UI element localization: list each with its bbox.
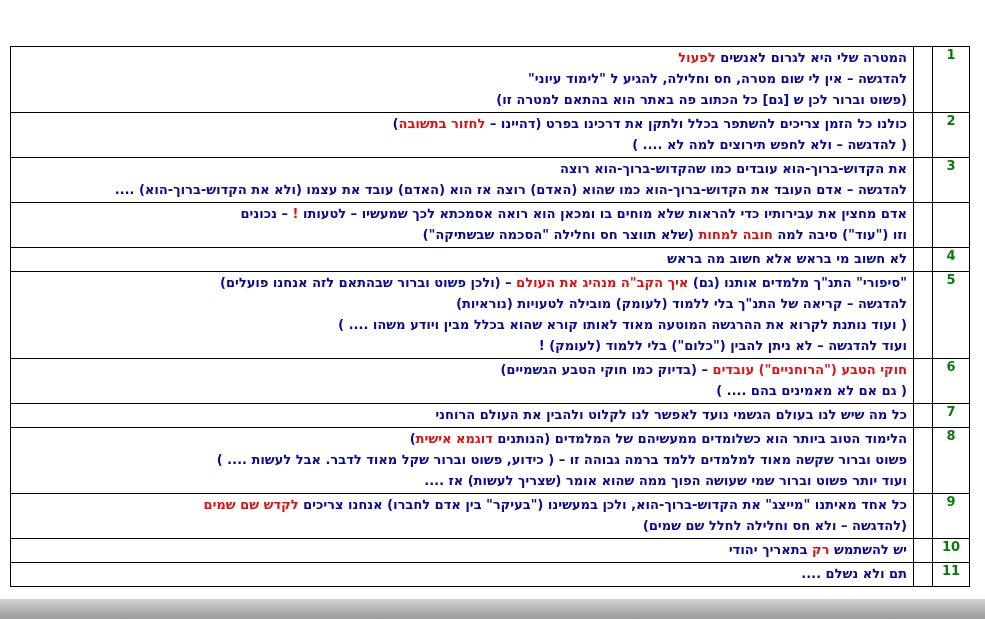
- spacer-cell: [914, 359, 933, 404]
- line-text: (להדגשה – ולא חס וחלילה לחלל שם שמים): [642, 519, 907, 534]
- content-line: [17, 90, 907, 111]
- table-row: [11, 539, 970, 563]
- row-number: 7: [933, 404, 970, 428]
- line-text: – (ולכן פשוט וברור שבהתאם לזה אנחנו פועלים): [220, 276, 517, 291]
- line-text: (שלא תווצר חס וחלילה "הסכמה שבשתיקה"): [422, 228, 699, 243]
- content-line: [17, 48, 907, 69]
- line-text: להדגשה – קריאה של התנ"ך בלי ללמוד (לעומק) מובילה לטעויות (נוראיות): [456, 297, 907, 312]
- line-text: פשוט וברור שקשה מאוד למלמדים ללמד ברמה גבוהה זו – ( כידוע, פשוט וברור שקל מאוד לדבר. אבל לעשות .... ): [216, 453, 907, 468]
- content-table: [10, 46, 970, 587]
- row-number: 5: [933, 272, 970, 359]
- spacer-cell: [914, 494, 933, 539]
- content-line: [17, 495, 907, 516]
- line-text: הלימוד הטוב ביותר הוא כשלומדים ממעשיהם של המלמדים (הנותנים: [492, 432, 907, 447]
- row-number: 4: [933, 248, 970, 272]
- row-number: 8: [933, 428, 970, 494]
- line-text: ( ועוד נותנת לקרוא את ההרגשה המוטעה מאוד לאותו קורא שהוא בכלל מבין ויודע משהו .... ): [338, 318, 907, 333]
- row-content: [11, 158, 914, 203]
- table-row: [11, 203, 970, 248]
- content-line: [17, 336, 907, 357]
- table-row: [11, 404, 970, 428]
- table-row: [11, 428, 970, 494]
- line-text: כולנו כל הזמן צריכים להשתפר בכלל ולתקן את דרכינו בפרט (דהיינו –: [485, 117, 907, 132]
- row-number: [933, 203, 970, 248]
- row-content: [11, 272, 914, 359]
- row-number: 1: [933, 47, 970, 113]
- row-content: [11, 428, 914, 494]
- emphasis-text: דוגמא אישית: [415, 432, 493, 447]
- spacer-cell: [914, 272, 933, 359]
- line-text: ( להדגשה – ולא לחפש תירוצים למה לא .... ): [632, 138, 907, 153]
- spacer-cell: [914, 158, 933, 203]
- line-text: אדם מחצין את עבירותיו כדי להראות שלא מוחים בו ומכאן הוא רואה אסמכתא לכך שמעשיו – לטעותו: [298, 207, 907, 222]
- table-row: [11, 248, 970, 272]
- content-line: [17, 249, 907, 270]
- table-row: [11, 359, 970, 404]
- table-row: [11, 158, 970, 203]
- row-content: [11, 113, 914, 158]
- line-text: את הקדוש-ברוך-הוא עובדים כמו שהקדוש-ברוך-הוא רוצה: [559, 162, 907, 177]
- row-content: [11, 47, 914, 113]
- content-line: [17, 450, 907, 471]
- row-number: 6: [933, 359, 970, 404]
- content-line: [17, 405, 907, 426]
- line-text: תם ולא נשלם ....: [801, 567, 907, 582]
- line-text: בתאריך יהודי: [728, 543, 813, 558]
- content-line: [17, 159, 907, 180]
- row-content: [11, 248, 914, 272]
- line-text: לא חשוב מי בראש אלא חשוב מה בראש: [667, 252, 907, 267]
- emphasis-text: רק: [812, 543, 830, 558]
- row-number: 3: [933, 158, 970, 203]
- content-line: [17, 360, 907, 381]
- emphasis-text: לחזור בתשובה: [398, 117, 486, 132]
- spacer-cell: [914, 539, 933, 563]
- emphasis-text: איך הקב"ה מנהיג את העולם: [516, 276, 689, 291]
- spacer-cell: [914, 404, 933, 428]
- content-line: [17, 225, 907, 246]
- line-text: ): [409, 432, 416, 447]
- line-text: ועוד להדגשה – לא ניתן להבין ("כלום") בלי ללמוד (לעומק) !: [538, 339, 907, 354]
- row-number: 9: [933, 494, 970, 539]
- emphasis-text: !: [292, 207, 299, 222]
- line-text: – נכונים: [240, 207, 293, 222]
- content-line: [17, 471, 907, 492]
- content-line: [17, 429, 907, 450]
- row-content: [11, 203, 914, 248]
- content-line: [17, 540, 907, 561]
- line-text: להדגשה – אין לי שום מטרה, חס וחלילה, להגיע ל "לימוד עיוני": [527, 72, 907, 87]
- spacer-cell: [914, 248, 933, 272]
- spacer-cell: [914, 113, 933, 158]
- line-text: וזו ("עוד") סיבה למה: [772, 228, 907, 243]
- row-content: [11, 563, 914, 587]
- content-line: [17, 180, 907, 201]
- row-number: 10: [933, 539, 970, 563]
- spacer-cell: [914, 428, 933, 494]
- content-line: [17, 315, 907, 336]
- table-row: [11, 113, 970, 158]
- row-content: [11, 359, 914, 404]
- table-row: [11, 494, 970, 539]
- emphasis-text: לפעול: [678, 51, 716, 66]
- line-text: המטרה שלי היא לגרום לאנשים: [715, 51, 907, 66]
- row-number: 11: [933, 563, 970, 587]
- line-text: – (בדיוק כמו חוקי הטבע הגשמיים): [500, 363, 713, 378]
- line-text: כל מה שיש לנו בעולם הגשמי נועד לאפשר לנו לקלוט ולהבין את העולם הרוחני: [435, 408, 907, 423]
- spacer-cell: [914, 47, 933, 113]
- row-content: [11, 404, 914, 428]
- line-text: ): [392, 117, 399, 132]
- line-text: "סיפורי" התנ"ך מלמדים אותנו (גם): [688, 276, 907, 291]
- line-text: ועוד יותר פשוט וברור שמי שעושה הפוך ממה שהוא אומר (שצריך לעשות) אז ....: [424, 474, 907, 489]
- table-row: [11, 563, 970, 587]
- content-line: [17, 564, 907, 585]
- emphasis-text: חוקי הטבע ("הרוחניים") עובדים: [712, 363, 907, 378]
- line-text: להדגשה – אדם העובד את הקדוש-ברוך-הוא כמו שהוא (האדם) רוצה אז הוא (האדם) עובד את עצמו (ולא את הקדוש-ברוך-הוא) ....: [114, 183, 907, 198]
- table-row: [11, 272, 970, 359]
- row-number: 2: [933, 113, 970, 158]
- row-content: [11, 539, 914, 563]
- content-line: [17, 114, 907, 135]
- emphasis-text: חובה למחות: [698, 228, 773, 243]
- line-text: יש להשתמש: [829, 543, 907, 558]
- content-line: [17, 294, 907, 315]
- line-text: ( גם אם לא מאמינים בהם .... ): [716, 384, 907, 399]
- spacer-cell: [914, 203, 933, 248]
- content-line: [17, 204, 907, 225]
- content-line: [17, 516, 907, 537]
- line-text: כל אחד מאיתנו "מייצג" את הקדוש-ברוך-הוא, ולכן במעשינו ("בעיקר" בין אדם לחברו) אנחנו צריכים: [298, 498, 907, 513]
- table-body: [11, 47, 970, 587]
- table-row: [11, 47, 970, 113]
- content-line: [17, 273, 907, 294]
- row-content: [11, 494, 914, 539]
- bottom-bar: [0, 599, 985, 619]
- line-text: (פשוט וברור לכן ש [גם] כל הכתוב פה באתר הוא בהתאם למטרה זו): [496, 93, 907, 108]
- content-line: [17, 381, 907, 402]
- content-line: [17, 135, 907, 156]
- spacer-cell: [914, 563, 933, 587]
- emphasis-text: לקדש שם שמים: [203, 498, 299, 513]
- content-line: [17, 69, 907, 90]
